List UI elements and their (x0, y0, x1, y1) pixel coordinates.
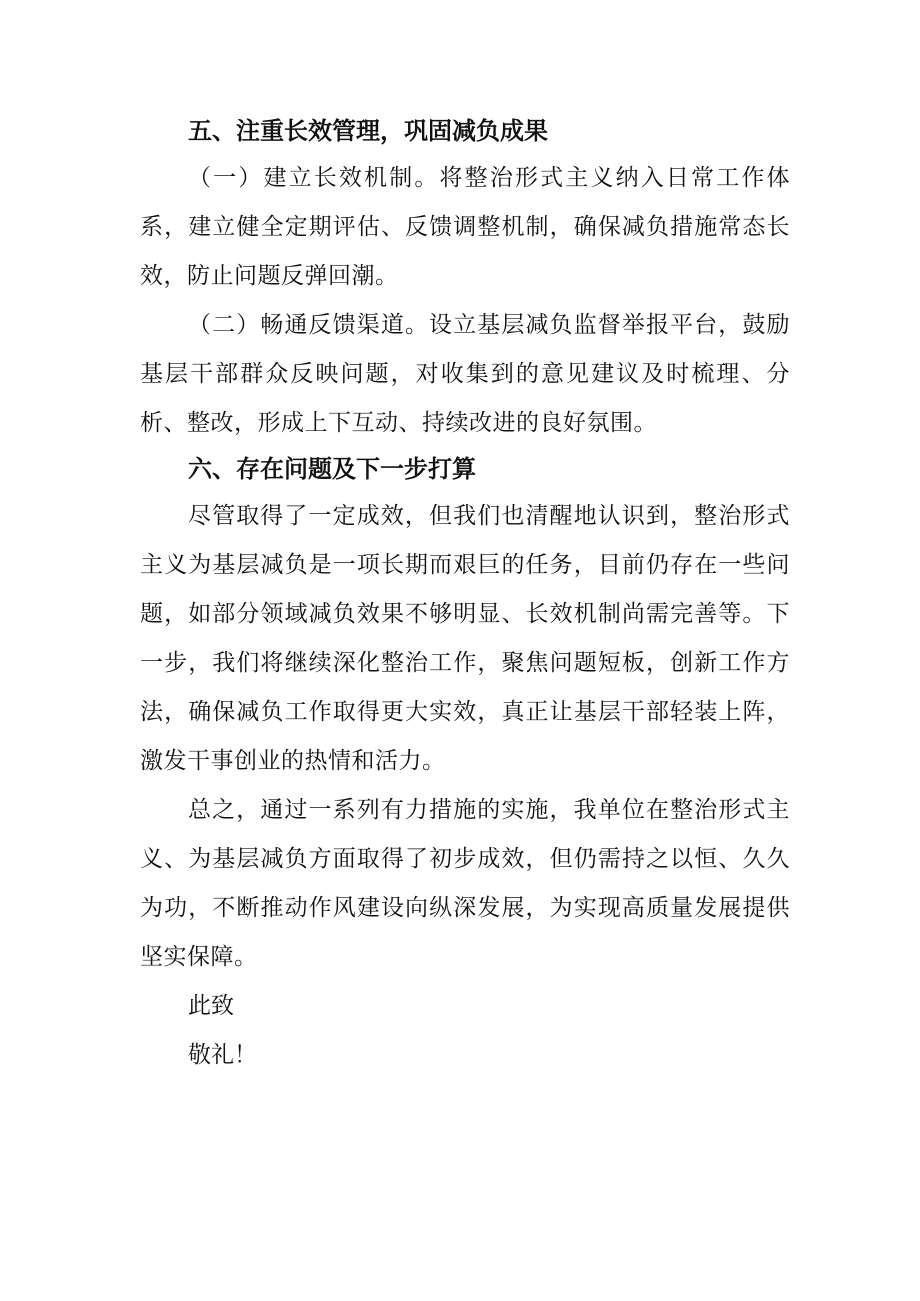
section-heading-5: 五、注重长效管理，巩固减负成果 (188, 117, 548, 145)
paragraph-6-2: 总之，通过一系列有力措施的实施，我单位在整治形式主义、为基层减负方面取得了初步成效，但仍需持之以恒、久久为功，不断推动作风建设向纵深发展，为实现高质量发展提供坚实保障。 (140, 797, 790, 970)
document-body (140, 110, 790, 1080)
paragraph-5-2: （二）畅通反馈渠道。设立基层减负监督举报平台，鼓励基层干部群众反映问题，对收集到的意见建议及时梳理、分析、整改，形成上下互动、持续改进的良好氛围。 (140, 312, 790, 436)
closing-salutation: 此致 (188, 993, 234, 1019)
section-heading-6: 六、存在问题及下一步打算 (188, 455, 476, 483)
closing-regards: 敬礼！ (188, 1042, 257, 1068)
paragraph-5-1: （一）建立长效机制。将整治形式主义纳入日常工作体系，建立健全定期评估、反馈调整机制，确保减负措施常态长效，防止问题反弹回潮。 (140, 165, 790, 289)
paragraph-6-1: 尽管取得了一定成效，但我们也清醒地认识到，整治形式主义为基层减负是一项长期而艰巨的任务，目前仍存在一些问题，如部分领域减负效果不够明显、长效机制尚需完善等。下一步，我们将继续深化整治工作，聚焦问题短板，创新工作方法，确保减负工作取得更大实效，真正让基层干部轻装上阵，激发干事创业的热情和活力。 (140, 503, 790, 774)
